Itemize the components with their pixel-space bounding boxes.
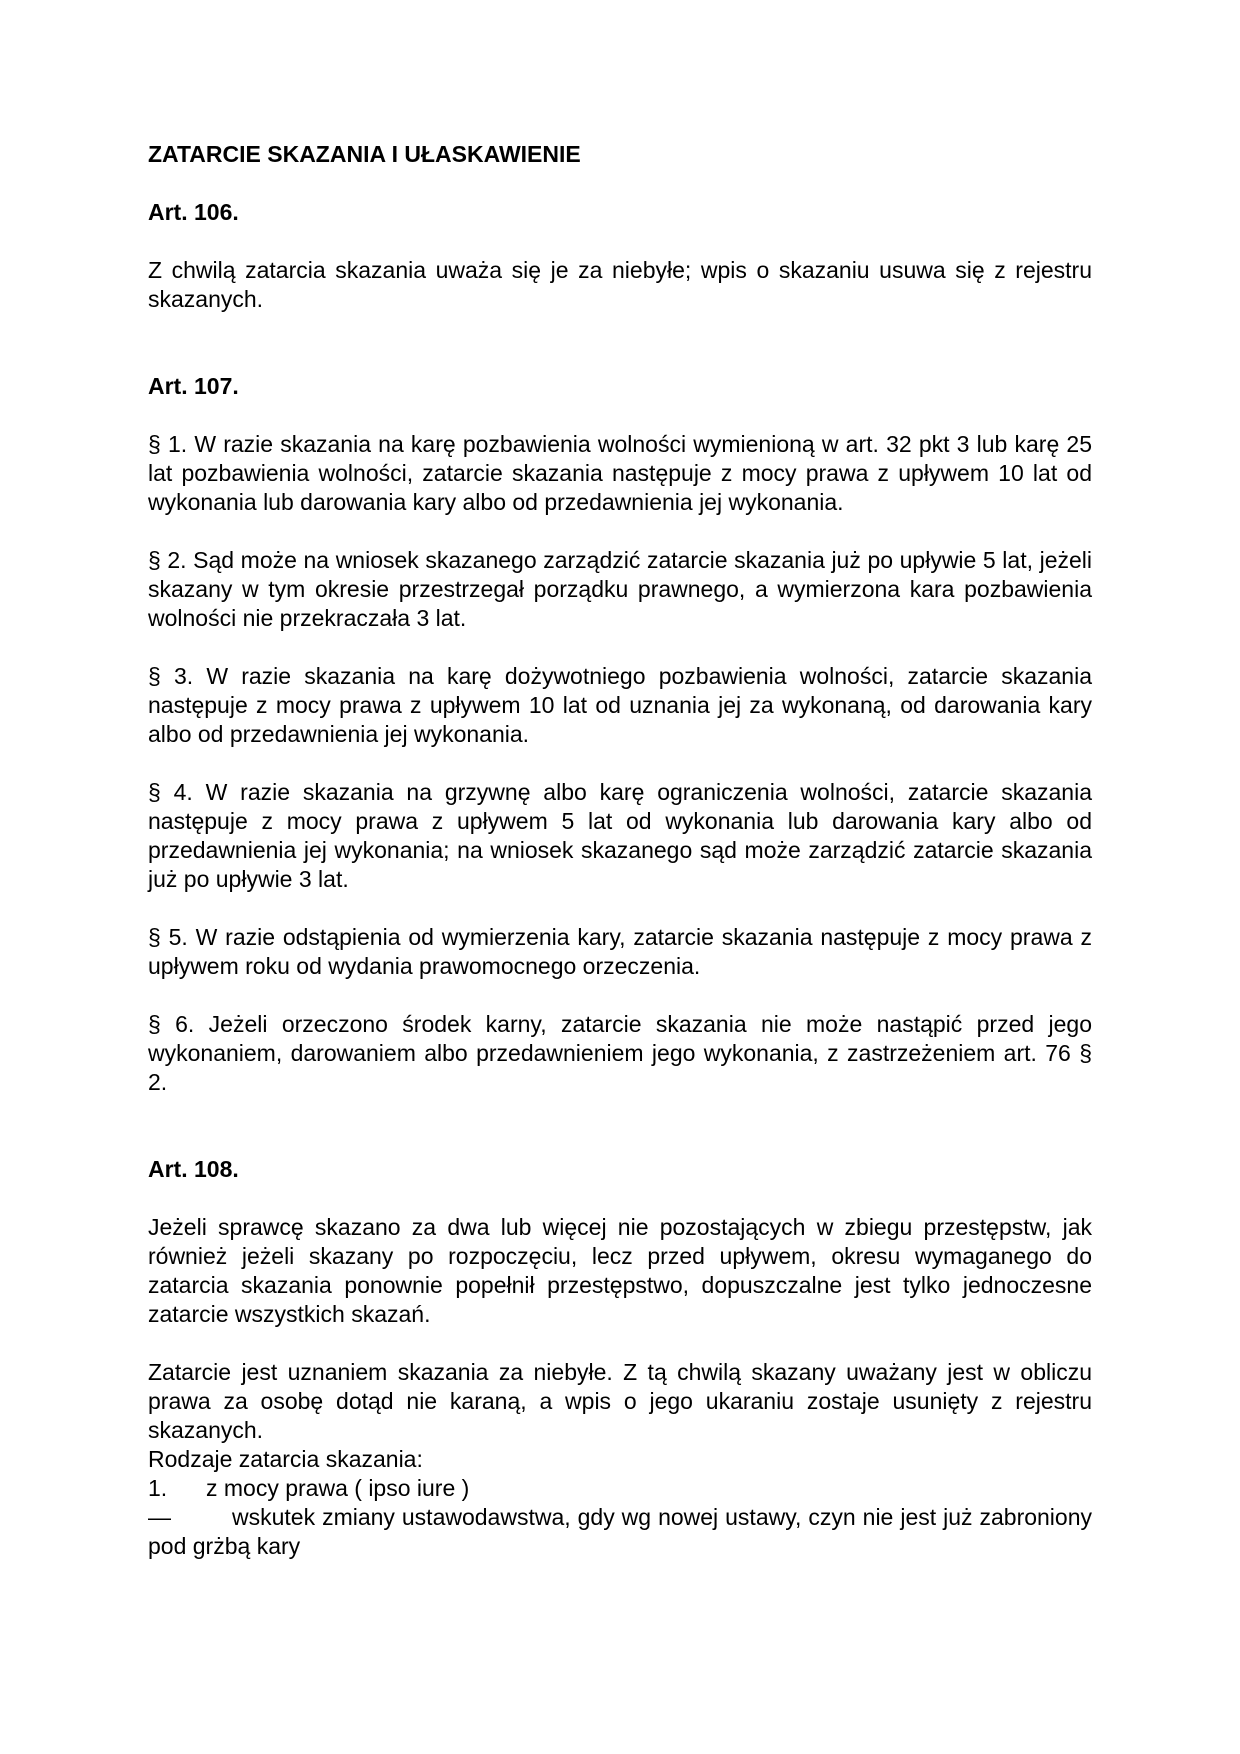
article-107-heading: Art. 107. bbox=[148, 373, 239, 399]
article-107-paragraph-1: § 1. W razie skazania na karę pozbawienia wolności wymienioną w art. 32 pkt 3 lub karę 25 lat pozbawienia wolności, zatarcie skazania następuje z mocy prawa z upływem 10 lat od wykonania lub darowania kary albo od przedawnienia jej wykonania. bbox=[148, 431, 1092, 515]
article-107-paragraph-5: § 5. W razie odstąpienia od wymierzenia kary, zatarcie skazania następuje z mocy prawa z upływem roku od wydania prawomocnego orzeczenia. bbox=[148, 924, 1092, 979]
dash-mark: — bbox=[148, 1504, 171, 1530]
list-item-text: z mocy prawa ( ipso iure ) bbox=[206, 1475, 470, 1501]
document-page bbox=[148, 140, 1092, 1561]
spacer bbox=[148, 1126, 1092, 1155]
list-number: 1. bbox=[148, 1475, 168, 1501]
dash-paragraph bbox=[148, 1503, 1092, 1561]
article-106-text: Z chwilą zatarcia skazania uważa się je za niebyłe; wpis o skazaniu usuwa się z rejestru skazanych. bbox=[148, 257, 1092, 312]
spacer bbox=[148, 343, 1092, 372]
article-107-paragraph-6: § 6. Jeżeli orzeczono środek karny, zatarcie skazania nie może nastąpić przed jego wykonaniem, darowaniem albo przedawnieniem jego wykonania, z zastrzeżeniem art. 76 § 2. bbox=[148, 1011, 1092, 1095]
article-106-heading: Art. 106. bbox=[148, 199, 239, 225]
article-107-paragraph-3: § 3. W razie skazania na karę dożywotniego pozbawienia wolności, zatarcie skazania następuje z mocy prawa z upływem 10 lat od uznania jej za wykonaną, od darowania kary albo od przedawnienia jej wykonania. bbox=[148, 663, 1092, 747]
article-107-paragraph-2: § 2. Sąd może na wniosek skazanego zarządzić zatarcie skazania już po upływie 5 lat, jeżeli skazany w tym okresie przestrzegał porządku prawnego, a wymierzona kara pozbawienia wolności nie przekraczała 3 lat. bbox=[148, 547, 1092, 631]
article-108-heading: Art. 108. bbox=[148, 1156, 239, 1182]
types-label: Rodzaje zatarcia skazania: bbox=[148, 1446, 423, 1472]
article-108-paragraph-1: Jeżeli sprawcę skazano za dwa lub więcej nie pozostających w zbiegu przestępstw, jak również jeżeli skazany po rozpoczęciu, lecz przed upływem, okresu wymaganego do zatarcia skazania ponownie popełnił przestępstwo, dopuszczalne jest tylko jednoczesne zatarcie wszystkich skazań. bbox=[148, 1214, 1092, 1327]
article-107-paragraph-4: § 4. W razie skazania na grzywnę albo karę ograniczenia wolności, zatarcie skazania następuje z mocy prawa z upływem 5 lat od wykonania lub darowania kary albo od przedawnienia jej wykonania; na wniosek skazanego sąd może zarządzić zatarcie skazania już po upływie 3 lat. bbox=[148, 779, 1092, 892]
dash-paragraph-text: wskutek zmiany ustawodawstwa, gdy wg nowej ustawy, czyn nie jest już zabroniony pod grżbą kary bbox=[148, 1504, 1092, 1559]
document-title: ZATARCIE SKAZANIA I UŁASKAWIENIE bbox=[148, 141, 581, 167]
list-item bbox=[148, 1474, 1092, 1503]
article-108-paragraph-2: Zatarcie jest uznaniem skazania za niebyłe. Z tą chwilą skazany uważany jest w obliczu prawa za osobę dotąd nie karaną, a wpis o jego ukaraniu zostaje usunięty z rejestru skazanych. bbox=[148, 1359, 1092, 1443]
